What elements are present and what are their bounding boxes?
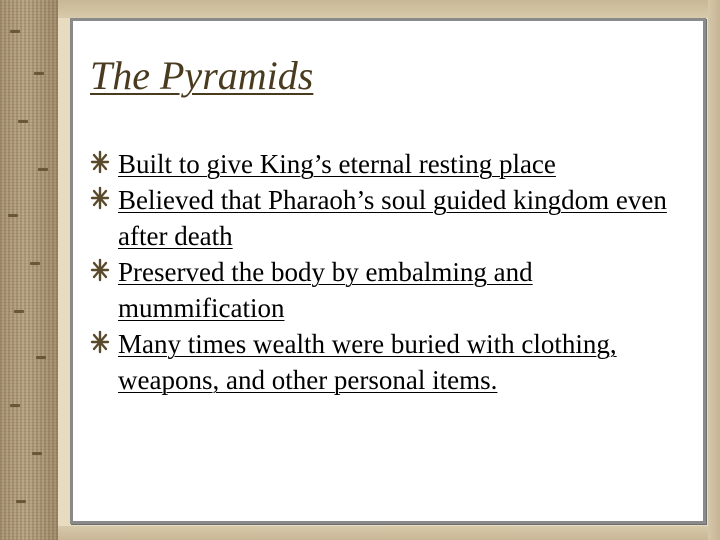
decorative-right-border [708,0,720,540]
bullet-item [118,326,698,398]
border-mark [32,452,42,455]
border-mark [30,262,40,265]
bullet-item [118,146,698,182]
bullet-text: Believed that Pharaoh’s soul guided kingdom even after death [118,185,667,251]
bullet-list [118,146,698,398]
border-mark [16,500,26,503]
bullet-item [118,182,698,254]
border-mark [8,214,18,217]
border-mark [10,30,20,33]
slide-title: The Pyramids [90,53,314,98]
border-mark [18,120,28,123]
border-mark [34,72,44,75]
decorative-left-border [0,0,58,540]
bullet-text: Preserved the body by embalming and mummification [118,257,533,323]
border-mark [14,310,24,313]
bullet-text: Built to give King’s eternal resting place [118,149,556,179]
asterisk-star-icon [90,258,110,282]
border-mark [36,356,46,359]
bullet-text: Many times wealth were buried with clothing, weapons, and other personal items. [118,329,617,395]
asterisk-star-icon [90,330,110,354]
border-mark [38,168,48,171]
border-mark [10,404,20,407]
asterisk-star-icon [90,150,110,174]
decorative-bottom-border [58,526,720,540]
asterisk-star-icon [90,186,110,210]
bullet-item [118,254,698,326]
decorative-top-border [58,0,720,18]
